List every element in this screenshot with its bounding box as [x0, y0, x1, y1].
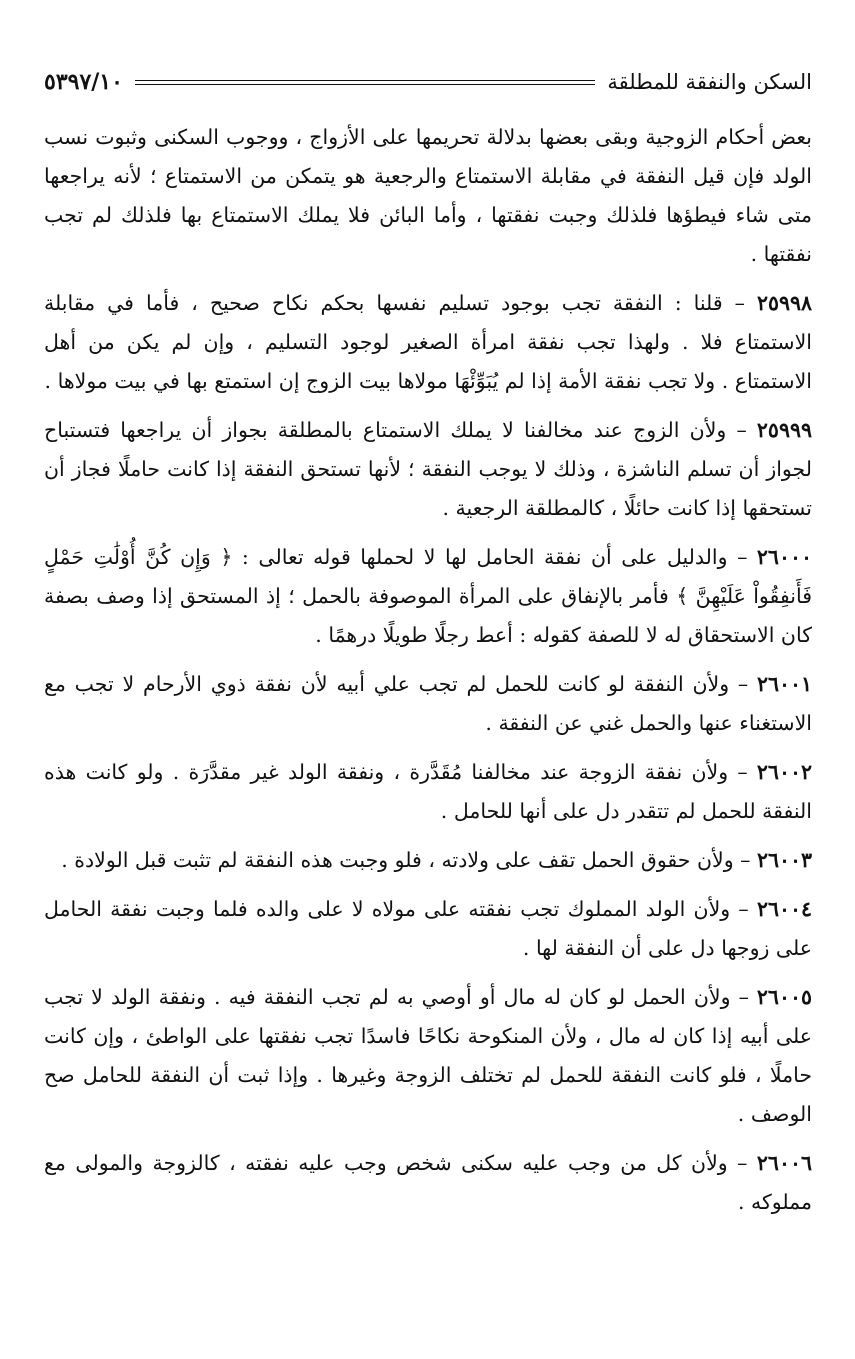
document-body: [44, 118, 812, 1222]
paragraph-number: ٢٦٠٠٦: [756, 1151, 812, 1175]
paragraph-number: ٢٦٠٠٠: [756, 545, 812, 569]
running-header: [44, 60, 812, 104]
paragraph: ٢٦٠٠١ – ولأن النفقة لو كانت للحمل لم تجب علي أبيه لأن نفقة ذوي الأرحام لا تجب مع الاستغناء عنها والحمل غني عن النفقة .: [44, 672, 812, 735]
paragraph-text: ولأن حقوق الحمل تقف على ولادته ، فلو وجبت هذه النفقة لم تثبت قبل الولادة .: [61, 848, 734, 872]
paragraph: ٢٦٠٠٠ – والدليل على أن نفقة الحامل لها لا لحملها قوله تعالى : ﴿ وَإِن كُنَّ أُوْلَٰتِ حَمْلٍ فَأَنفِقُواْ عَلَيْهِنَّ ﴾ فأمر بالإنفاق على المرأة الموصوفة بالحمل ؛ إذ المستحق إذا وصف بصفة كان الاستحقاق له لا للصفة كقوله : أعط رجلًا طويلًا درهمًا .: [44, 545, 812, 647]
paragraph-text: ولأن نفقة الزوجة عند مخالفنا مُقَدَّرة ، ونفقة الولد غير مقدَّرَة . ولو كانت هذه النفقة للحمل لم تتقدر دل على أنها للحامل .: [44, 760, 812, 823]
paragraph-text: ولأن النفقة لو كانت للحمل لم تجب علي أبيه لأن نفقة ذوي الأرحام لا تجب مع الاستغناء عنها والحمل غني عن النفقة .: [44, 672, 812, 735]
paragraph-text: والدليل على أن نفقة الحامل لها لا لحملها قوله تعالى : ﴿ وَإِن كُنَّ أُوْلَٰتِ حَمْلٍ فَأَنفِقُواْ عَلَيْهِنَّ ﴾ فأمر بالإنفاق على المرأة الموصوفة بالحمل ؛ إذ المستحق إذا وصف بصفة كان الاستحقاق له لا للصفة كقوله : أعط رجلًا طويلًا درهمًا .: [44, 545, 812, 647]
paragraph: ٢٥٩٩٩ – ولأن الزوج عند مخالفنا لا يملك الاستمتاع بالمطلقة بجواز أن يراجعها فتستباح لجواز أن تسلم الناشزة ، وذلك لا يوجب النفقة ؛ لأنها تستحق النفقة إذا كانت حاملًا فجاز أن تستحقها إذا كانت حائلًا ، كالمطلقة الرجعية .: [44, 418, 812, 520]
paragraph: [44, 118, 812, 274]
paragraph-number: ٢٦٠٠٣: [756, 848, 812, 872]
paragraph: ٢٦٠٠٢ – ولأن نفقة الزوجة عند مخالفنا مُقَدَّرة ، ونفقة الولد غير مقدَّرَة . ولو كانت هذه النفقة للحمل لم تتقدر دل على أنها للحامل .: [44, 760, 812, 823]
paragraph-text: ولأن الحمل لو كان له مال أو أوصي به لم تجب النفقة فيه . ونفقة الولد لا تجب على أبيه إذا كان له مال ، ولأن المنكوحة نكاحًا فاسدًا تجب نفقتها على الواطئ ، وإن كانت حاملًا ، فلو كانت النفقة للحمل لم تختلف الزوجة وغيرها . وإذا ثبت أن النفقة للحامل صح الوصف .: [44, 985, 812, 1126]
running-title: السكن والنفقة للمطلقة: [607, 70, 812, 94]
paragraph-text: ولأن كل من وجب عليه سكنى شخص وجب عليه نفقته ، كالزوجة والمولى مع مملوكه .: [44, 1151, 812, 1214]
page-reference: ٥٣٩٧/١٠: [44, 69, 123, 95]
document-page: [44, 60, 812, 1232]
paragraph-number: ٢٥٩٩٩: [756, 418, 812, 442]
paragraph-text: ولأن الولد المملوك تجب نفقته على مولاه لا على والده فلما وجبت نفقة الحامل على زوجها دل على أن النفقة لها .: [44, 897, 812, 960]
paragraph-number: ٢٦٠٠٢: [756, 760, 812, 784]
paragraph: ٢٦٠٠٦ – ولأن كل من وجب عليه سكنى شخص وجب عليه نفقته ، كالزوجة والمولى مع مملوكه .: [44, 1151, 812, 1214]
paragraph-number: ٢٦٠٠٥: [756, 985, 812, 1009]
paragraph-text: بعض أحكام الزوجية وبقى بعضها بدلالة تحريمها على الأزواج ، ووجوب السكنى وثبوت نسب الولد فإن قيل النفقة في مقابلة الاستمتاع والرجعية هو يتمكن من الاستمتاع ؛ لأنه يراجعها متى شاء فيطؤها فلذلك وجبت نفقتها ، وأما البائن فلا يملك الاستمتاع بها فلذلك لم تجب نفقتها .: [44, 125, 812, 266]
header-double-rule: [135, 80, 595, 85]
paragraph: ٢٦٠٠٥ – ولأن الحمل لو كان له مال أو أوصي به لم تجب النفقة فيه . ونفقة الولد لا تجب على أبيه إذا كان له مال ، ولأن المنكوحة نكاحًا فاسدًا تجب نفقتها على الواطئ ، وإن كانت حاملًا ، فلو كانت النفقة للحمل لم تختلف الزوجة وغيرها . وإذا ثبت أن النفقة للحامل صح الوصف .: [44, 985, 812, 1126]
paragraph: ٢٥٩٩٨ – قلنا : النفقة تجب بوجود تسليم نفسها بحكم نكاح صحيح ، فأما في مقابلة الاستمتاع فلا . ولهذا تجب نفقة امرأة الصغير لوجود التسليم ، وإن لم يكن من أهل الاستمتاع . ولا تجب نفقة الأمة إذا لم يُبَوِّئْهَا مولاها بيت الزوج إن استمتع بها في بيت مولاها .: [44, 291, 812, 393]
paragraph-number: ٢٦٠٠١: [756, 672, 812, 696]
paragraph-number: ٢٦٠٠٤: [756, 897, 812, 921]
paragraph-number: ٢٥٩٩٨: [756, 291, 812, 315]
paragraph-text: قلنا : النفقة تجب بوجود تسليم نفسها بحكم نكاح صحيح ، فأما في مقابلة الاستمتاع فلا . ولهذا تجب نفقة امرأة الصغير لوجود التسليم ، وإن لم يكن من أهل الاستمتاع . ولا تجب نفقة الأمة إذا لم يُبَوِّئْهَا مولاها بيت الزوج إن استمتع بها في بيت مولاها .: [44, 291, 812, 393]
paragraph-text: ولأن الزوج عند مخالفنا لا يملك الاستمتاع بالمطلقة بجواز أن يراجعها فتستباح لجواز أن تسلم الناشزة ، وذلك لا يوجب النفقة ؛ لأنها تستحق النفقة إذا كانت حاملًا فجاز أن تستحقها إذا كانت حائلًا ، كالمطلقة الرجعية .: [44, 418, 812, 520]
paragraph: ٢٦٠٠٤ – ولأن الولد المملوك تجب نفقته على مولاه لا على والده فلما وجبت نفقة الحامل على زوجها دل على أن النفقة لها .: [44, 897, 812, 960]
paragraph: ٢٦٠٠٣ – ولأن حقوق الحمل تقف على ولادته ، فلو وجبت هذه النفقة لم تثبت قبل الولادة .: [61, 848, 812, 872]
